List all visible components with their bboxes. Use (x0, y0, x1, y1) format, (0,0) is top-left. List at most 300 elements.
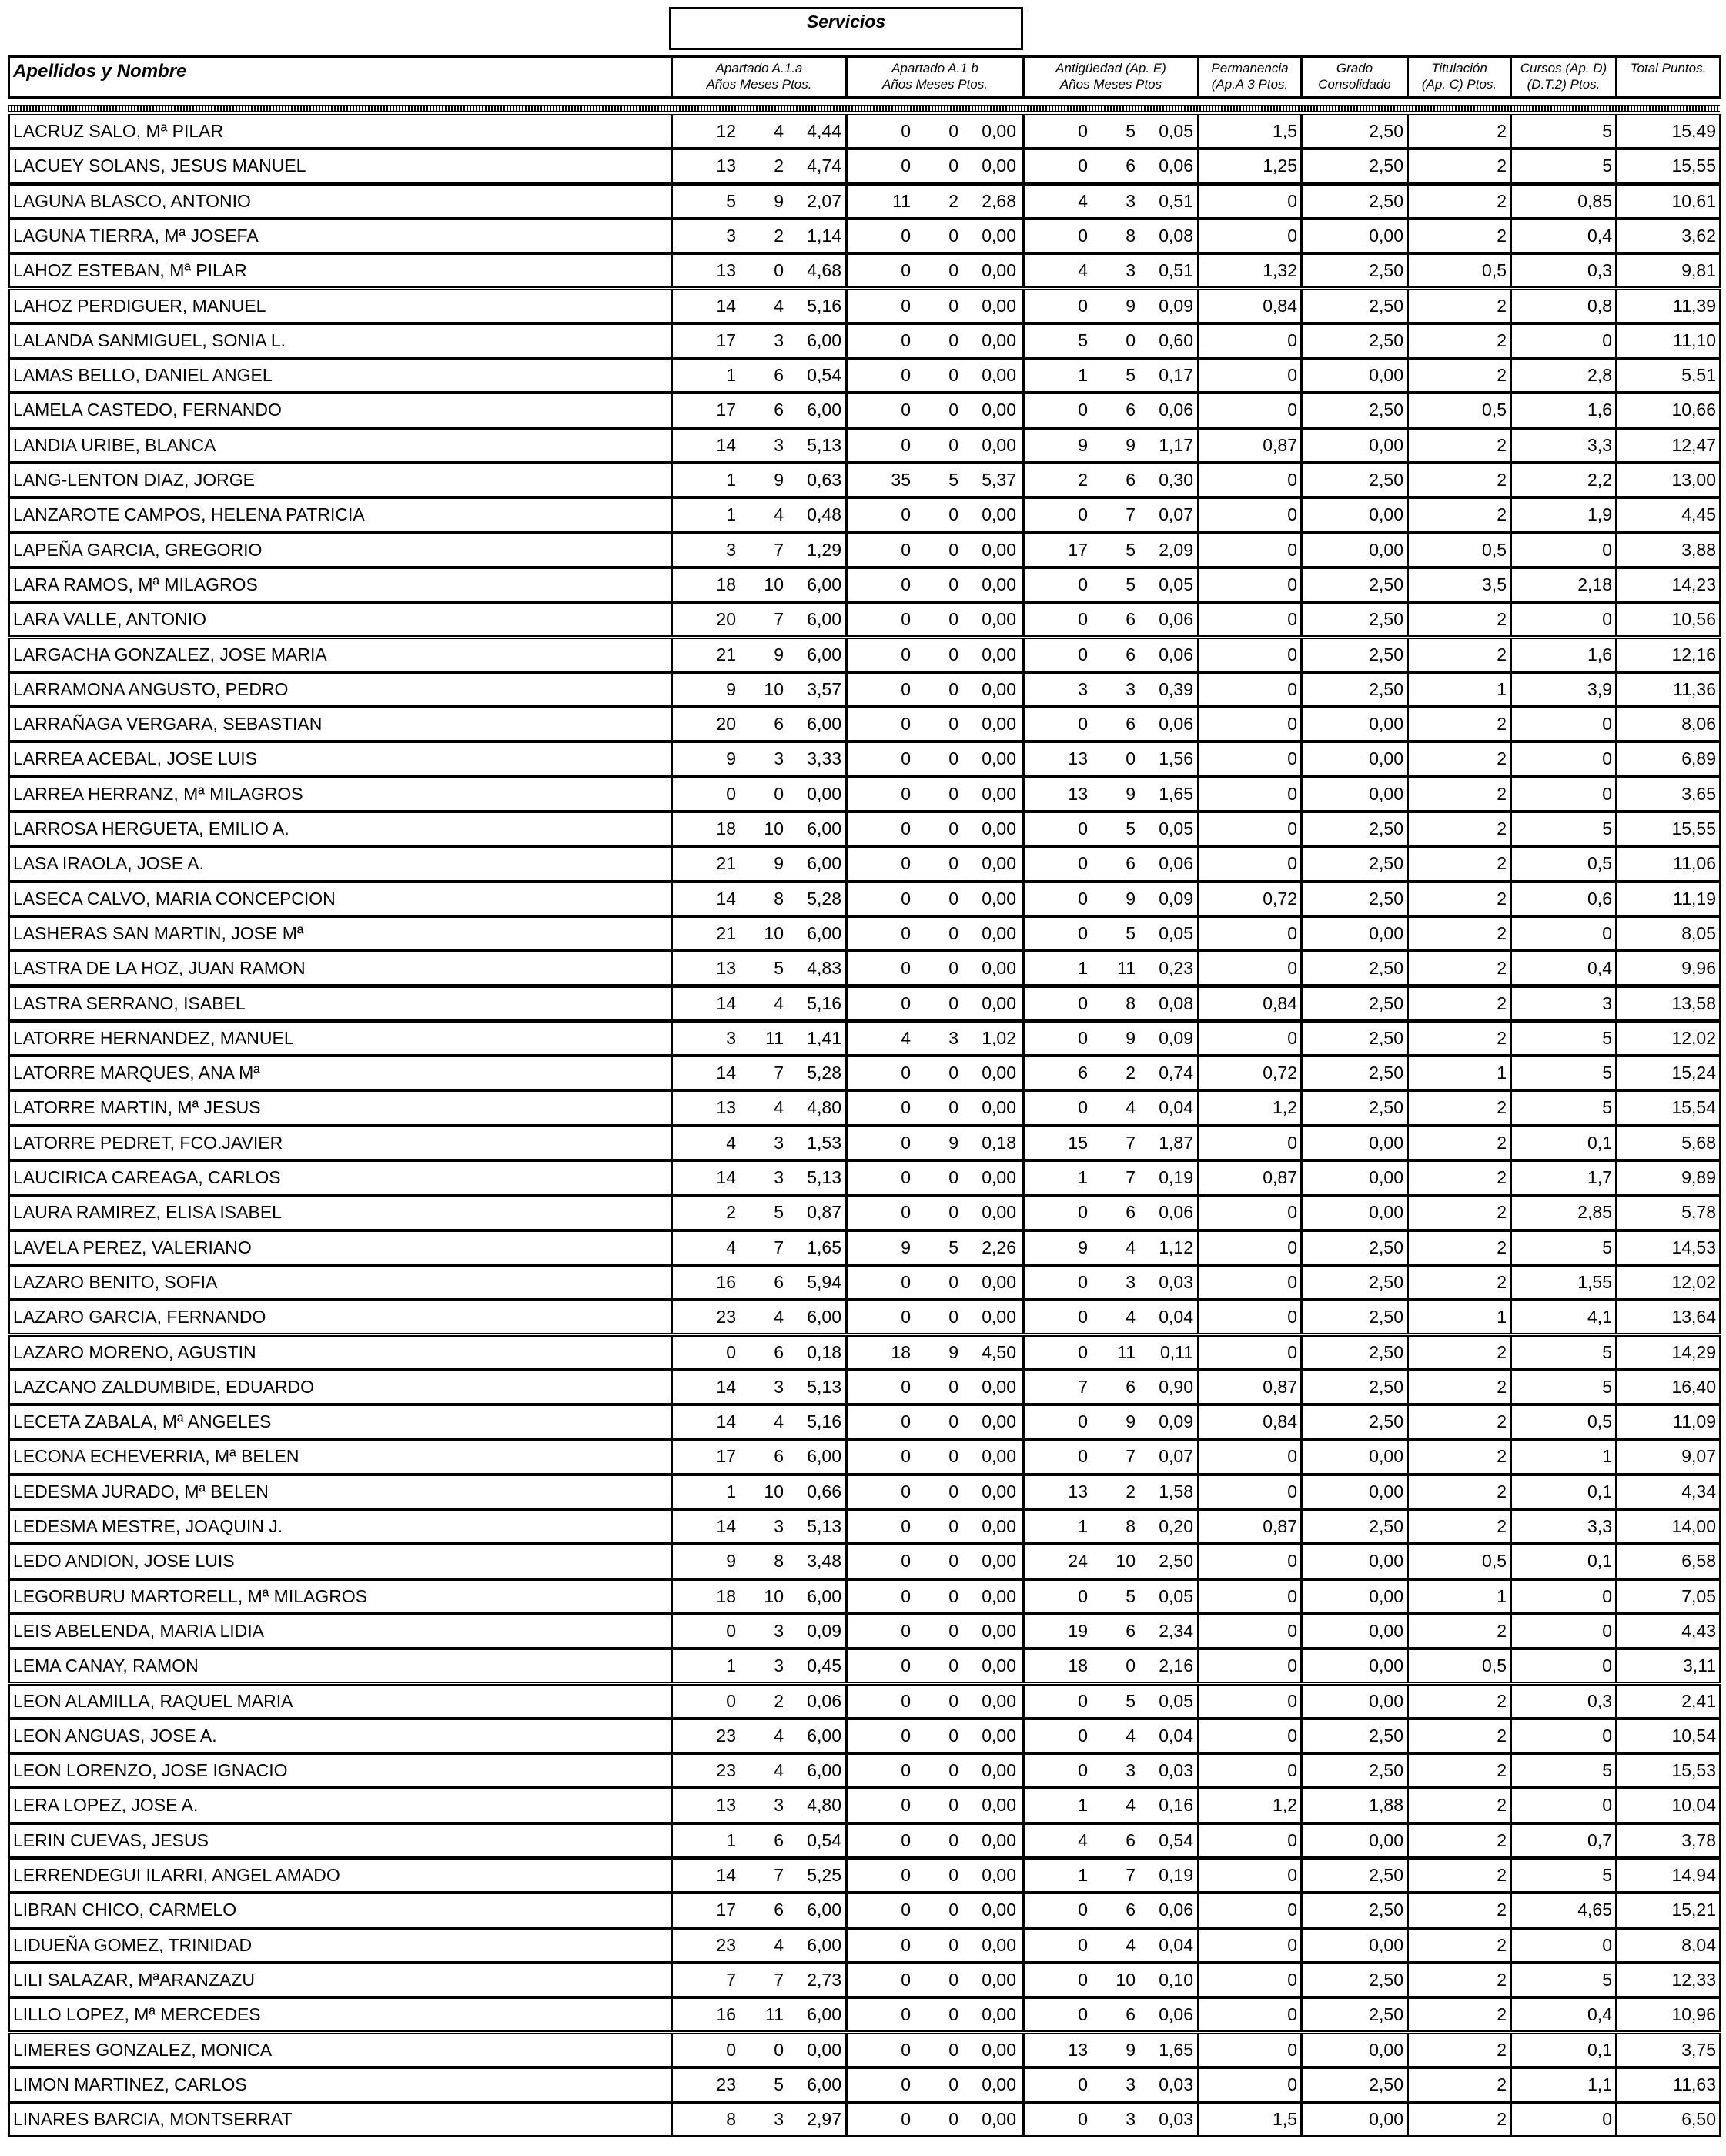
grado-cell: 2,50 (1300, 323, 1409, 358)
ant-anos: 4 (1078, 260, 1088, 281)
a1b-ptos: 0,00 (982, 922, 1016, 943)
a1a-meses: 3 (774, 748, 784, 769)
total-cell: 3,65 (1615, 777, 1721, 812)
cur-cell: 0,4 (1510, 1997, 1617, 2032)
ant-cell (1022, 638, 1199, 672)
perm-cell: 0 (1197, 1300, 1303, 1334)
ant-ptos: 0,09 (1159, 1027, 1193, 1048)
a1a-meses: 8 (774, 888, 784, 909)
grado-cell: 2,50 (1300, 1335, 1409, 1370)
header-apartado-a1a (671, 55, 848, 99)
total-cell: 10,66 (1615, 393, 1721, 427)
total-cell: 15,55 (1615, 812, 1721, 846)
a1a-ptos: 0,63 (807, 470, 841, 490)
name-cell: LARRAÑAGA VERGARA, SEBASTIAN (8, 707, 673, 742)
a1b-anos: 0 (901, 609, 911, 630)
a1b-cell (845, 1893, 1025, 1927)
tit-cell: 2 (1407, 1509, 1512, 1544)
a1b-meses: 0 (948, 748, 958, 769)
perm-cell: 0 (1197, 567, 1303, 602)
ant-meses: 6 (1126, 1900, 1136, 1920)
ant-ptos: 1,56 (1159, 748, 1193, 769)
grado-cell: 0,00 (1300, 497, 1409, 532)
table-row (0, 533, 1726, 567)
ant-anos: 5 (1078, 330, 1088, 350)
a1a-ptos: 2,07 (807, 190, 841, 211)
a1a-meses: 4 (774, 504, 784, 525)
a1a-ptos: 6,00 (807, 2004, 841, 2025)
a1b-anos: 11 (892, 190, 911, 211)
table-row (0, 882, 1726, 916)
tit-cell: 2 (1407, 846, 1512, 881)
perm-cell: 0 (1197, 1684, 1303, 1719)
a1a-anos: 1 (726, 1830, 736, 1850)
ant-ptos: 0,03 (1159, 2109, 1193, 2130)
a1b-meses: 0 (948, 365, 958, 386)
tit-cell: 2 (1407, 1858, 1512, 1893)
table-row (0, 1997, 1726, 2032)
a1a-anos: 14 (716, 295, 736, 316)
a1a-meses: 10 (764, 819, 784, 839)
a1a-anos: 16 (716, 2004, 736, 2025)
ant-anos: 4 (1078, 1830, 1088, 1850)
ant-ptos: 0,05 (1159, 574, 1193, 594)
ant-meses: 4 (1126, 1934, 1136, 1955)
ant-meses: 2 (1126, 1481, 1136, 1502)
a1b-cell (845, 1265, 1025, 1300)
ant-ptos: 0,19 (1159, 1167, 1193, 1187)
a1b-meses: 0 (948, 783, 958, 804)
perm-cell: 0 (1197, 1997, 1303, 2032)
table-row (0, 1475, 1726, 1509)
a1a-cell (671, 638, 848, 672)
a1a-anos: 0 (726, 1341, 736, 1362)
a1b-ptos: 0,00 (982, 400, 1016, 420)
a1a-cell (671, 1335, 848, 1370)
tit-cell: 2 (1407, 777, 1512, 812)
a1a-anos: 0 (726, 2039, 736, 2060)
cur-cell: 0,1 (1510, 1544, 1617, 1578)
a1b-anos: 0 (901, 574, 911, 594)
total-cell: 3,78 (1615, 1823, 1721, 1858)
a1b-ptos: 0,00 (982, 1376, 1016, 1397)
a1a-cell (671, 1788, 848, 1823)
ant-ptos: 0,09 (1159, 1411, 1193, 1432)
a1b-cell (845, 1823, 1025, 1858)
servicios-title-box (669, 7, 1023, 50)
ant-meses: 6 (1126, 609, 1136, 630)
a1b-anos: 0 (901, 783, 911, 804)
perm-cell: 1,5 (1197, 114, 1303, 149)
header-grado-line2: Consolidado (1318, 77, 1391, 92)
a1a-ptos: 0,18 (807, 1341, 841, 1362)
a1b-meses: 0 (948, 1795, 958, 1816)
cur-cell: 1,55 (1510, 1265, 1617, 1300)
total-cell: 12,02 (1615, 1265, 1721, 1300)
ant-anos: 0 (1078, 993, 1088, 1013)
table-row (0, 2033, 1726, 2067)
a1a-cell (671, 1265, 848, 1300)
total-cell: 11,10 (1615, 323, 1721, 358)
a1a-anos: 0 (726, 783, 736, 804)
a1a-meses: 11 (765, 1027, 784, 1048)
a1b-anos: 0 (901, 1167, 911, 1187)
a1b-ptos: 0,00 (982, 958, 1016, 979)
ant-meses: 5 (1126, 1585, 1136, 1606)
a1a-ptos: 6,00 (807, 1900, 841, 1920)
a1a-meses: 2 (774, 225, 784, 246)
ant-cell (1022, 2033, 1199, 2067)
a1a-ptos: 6,00 (807, 853, 841, 874)
ant-meses: 3 (1126, 2109, 1136, 2130)
a1a-anos: 2 (726, 1202, 736, 1223)
a1a-ptos: 4,80 (807, 1795, 841, 1816)
cur-cell: 5 (1510, 1335, 1617, 1370)
name-cell: LARA RAMOS, Mª MILAGROS (8, 567, 673, 602)
ant-cell (1022, 184, 1199, 219)
total-cell: 5,51 (1615, 358, 1721, 393)
ant-ptos: 0,05 (1159, 1690, 1193, 1711)
total-cell: 3,62 (1615, 219, 1721, 253)
name-cell: LARA VALLE, ANTONIO (8, 602, 673, 637)
a1b-meses: 0 (948, 958, 958, 979)
a1b-cell (845, 1997, 1025, 2032)
a1b-anos: 0 (901, 1620, 911, 1641)
a1b-meses: 0 (948, 1167, 958, 1187)
cur-cell: 0,8 (1510, 289, 1617, 323)
ant-meses: 7 (1126, 504, 1136, 525)
name-cell: LATORRE HERNANDEZ, MANUEL (8, 1021, 673, 1056)
a1a-meses: 3 (774, 1167, 784, 1187)
a1a-anos: 13 (716, 958, 736, 979)
table-row (0, 916, 1726, 951)
ant-anos: 0 (1078, 1307, 1088, 1327)
ant-meses: 9 (1126, 2039, 1136, 2060)
perm-cell: 0 (1197, 533, 1303, 567)
a1b-anos: 0 (901, 1376, 911, 1397)
name-cell: LARRAMONA ANGUSTO, PEDRO (8, 672, 673, 707)
tit-cell: 0,5 (1407, 1649, 1512, 1683)
ant-anos: 0 (1078, 714, 1088, 735)
ant-anos: 0 (1078, 504, 1088, 525)
ant-meses: 5 (1126, 365, 1136, 386)
name-cell: LAGUNA TIERRA, Mª JOSEFA (8, 219, 673, 253)
name-cell: LIBRAN CHICO, CARMELO (8, 1893, 673, 1927)
ant-anos: 15 (1068, 1132, 1088, 1153)
perm-cell: 0,87 (1197, 1509, 1303, 1544)
ant-anos: 0 (1078, 295, 1088, 316)
a1b-anos: 0 (901, 2109, 911, 2130)
grado-cell: 2,50 (1300, 393, 1409, 427)
cur-cell: 0,1 (1510, 1475, 1617, 1509)
tit-cell: 2 (1407, 1404, 1512, 1439)
ant-ptos: 0,51 (1159, 190, 1193, 211)
a1a-cell (671, 1579, 848, 1614)
tit-cell: 2 (1407, 916, 1512, 951)
ant-ptos: 0,06 (1159, 853, 1193, 874)
a1b-meses: 0 (948, 1063, 958, 1083)
grado-cell: 2,50 (1300, 253, 1409, 288)
a1a-anos: 21 (716, 853, 736, 874)
a1b-meses: 0 (948, 1620, 958, 1641)
a1b-cell (845, 393, 1025, 427)
total-cell: 13,64 (1615, 1300, 1721, 1334)
grado-cell: 2,50 (1300, 184, 1409, 219)
tit-cell: 2 (1407, 1370, 1512, 1404)
perm-cell: 0 (1197, 1126, 1303, 1160)
table-row (0, 2067, 1726, 2102)
ant-meses: 5 (1126, 922, 1136, 943)
tit-cell: 2 (1407, 1684, 1512, 1719)
grado-cell: 2,50 (1300, 846, 1409, 881)
ant-ptos: 0,04 (1159, 1934, 1193, 1955)
a1a-anos: 12 (716, 121, 736, 141)
a1a-cell (671, 184, 848, 219)
ant-anos: 13 (1068, 748, 1088, 769)
grado-cell: 2,50 (1300, 1300, 1409, 1334)
tit-cell: 3,5 (1407, 567, 1512, 602)
a1b-cell (845, 253, 1025, 288)
a1a-anos: 5 (726, 190, 736, 211)
a1a-cell (671, 253, 848, 288)
cur-cell: 2,8 (1510, 358, 1617, 393)
a1a-cell (671, 1195, 848, 1230)
grado-cell: 2,50 (1300, 114, 1409, 149)
a1b-ptos: 0,00 (982, 609, 1016, 630)
ant-cell (1022, 567, 1199, 602)
header-cursos (1510, 55, 1617, 99)
a1b-ptos: 0,00 (982, 819, 1016, 839)
grado-cell: 2,50 (1300, 812, 1409, 846)
a1a-cell (671, 602, 848, 637)
name-cell: LALANDA SANMIGUEL, SONIA L. (8, 323, 673, 358)
ant-ptos: 0,07 (1159, 504, 1193, 525)
a1b-cell (845, 1404, 1025, 1439)
total-cell: 14,29 (1615, 1335, 1721, 1370)
grado-cell: 2,50 (1300, 1997, 1409, 2032)
perm-cell: 0 (1197, 1195, 1303, 1230)
a1b-cell (845, 1335, 1025, 1370)
perm-cell: 0 (1197, 777, 1303, 812)
perm-cell: 0 (1197, 1858, 1303, 1893)
a1a-meses: 0 (774, 783, 784, 804)
a1b-anos: 4 (901, 1027, 911, 1048)
a1b-cell (845, 1475, 1025, 1509)
ant-ptos: 2,16 (1159, 1656, 1193, 1676)
table-row (0, 1230, 1726, 1265)
a1a-cell (671, 812, 848, 846)
a1a-anos: 21 (716, 644, 736, 665)
a1a-anos: 23 (716, 1307, 736, 1327)
total-cell: 10,96 (1615, 1997, 1721, 2032)
ant-cell (1022, 986, 1199, 1021)
a1b-cell (845, 2033, 1025, 2067)
a1a-meses: 11 (765, 2004, 784, 2025)
table-row (0, 1265, 1726, 1300)
a1a-meses: 3 (774, 1795, 784, 1816)
a1a-ptos: 0,06 (807, 1690, 841, 1711)
total-cell: 8,06 (1615, 707, 1721, 742)
a1b-anos: 0 (901, 922, 911, 943)
table-row (0, 1195, 1726, 1230)
a1a-anos: 14 (716, 993, 736, 1013)
ant-cell (1022, 253, 1199, 288)
ant-meses: 6 (1126, 714, 1136, 735)
ant-ptos: 0,05 (1159, 121, 1193, 141)
a1a-meses: 4 (774, 1411, 784, 1432)
ant-cell (1022, 1719, 1199, 1753)
a1b-meses: 5 (948, 470, 958, 490)
a1b-meses: 0 (948, 678, 958, 699)
table-row (0, 219, 1726, 253)
table-row (0, 567, 1726, 602)
ant-anos: 19 (1068, 1620, 1088, 1641)
a1b-meses: 0 (948, 295, 958, 316)
a1b-cell (845, 846, 1025, 881)
ant-cell (1022, 1544, 1199, 1578)
a1a-anos: 18 (716, 1585, 736, 1606)
ant-cell (1022, 497, 1199, 532)
a1a-anos: 21 (716, 922, 736, 943)
grado-cell: 2,50 (1300, 1265, 1409, 1300)
total-cell: 9,96 (1615, 951, 1721, 986)
ant-cell (1022, 1963, 1199, 1997)
tit-cell: 2 (1407, 358, 1512, 393)
a1a-ptos: 1,65 (807, 1237, 841, 1257)
a1b-cell (845, 1649, 1025, 1683)
table-row (0, 1893, 1726, 1927)
perm-cell: 0 (1197, 1335, 1303, 1370)
ant-cell (1022, 882, 1199, 916)
a1a-cell (671, 567, 848, 602)
ant-ptos: 0,04 (1159, 1307, 1193, 1327)
tit-cell: 2 (1407, 428, 1512, 463)
a1a-ptos: 5,25 (807, 1865, 841, 1885)
ant-meses: 3 (1126, 190, 1136, 211)
a1a-cell (671, 1614, 848, 1649)
cur-cell: 0,85 (1510, 184, 1617, 219)
a1a-meses: 4 (774, 993, 784, 1013)
a1b-meses: 0 (948, 434, 958, 455)
ant-anos: 7 (1078, 1376, 1088, 1397)
a1b-anos: 0 (901, 1900, 911, 1920)
a1a-meses: 3 (774, 1656, 784, 1676)
a1b-ptos: 0,00 (982, 678, 1016, 699)
tit-cell: 2 (1407, 497, 1512, 532)
a1b-ptos: 0,00 (982, 2004, 1016, 2025)
name-cell: LEDO ANDION, JOSE LUIS (8, 1544, 673, 1578)
a1a-cell (671, 2067, 848, 2102)
a1b-ptos: 0,00 (982, 434, 1016, 455)
ant-anos: 0 (1078, 2074, 1088, 2094)
a1b-cell (845, 1056, 1025, 1090)
a1a-meses: 6 (774, 1830, 784, 1850)
ant-ptos: 0,06 (1159, 714, 1193, 735)
a1b-ptos: 0,00 (982, 1481, 1016, 1502)
perm-cell: 0 (1197, 1649, 1303, 1683)
cur-cell: 5 (1510, 1090, 1617, 1125)
total-cell: 8,04 (1615, 1928, 1721, 1963)
total-cell: 6,58 (1615, 1544, 1721, 1578)
a1a-ptos: 0,00 (807, 783, 841, 804)
a1a-cell (671, 1404, 848, 1439)
ant-meses: 5 (1126, 574, 1136, 594)
ant-meses: 7 (1126, 1132, 1136, 1153)
ant-meses: 9 (1126, 295, 1136, 316)
ant-meses: 6 (1126, 853, 1136, 874)
a1b-meses: 2 (948, 190, 958, 211)
a1b-anos: 0 (901, 434, 911, 455)
a1b-ptos: 0,00 (982, 156, 1016, 176)
a1a-meses: 2 (774, 1690, 784, 1711)
perm-cell: 0 (1197, 2067, 1303, 2102)
total-cell: 9,07 (1615, 1439, 1721, 1474)
a1a-ptos: 5,94 (807, 1271, 841, 1292)
a1b-cell (845, 1614, 1025, 1649)
perm-cell: 0 (1197, 219, 1303, 253)
ant-meses: 4 (1126, 1795, 1136, 1816)
a1a-ptos: 1,41 (807, 1027, 841, 1048)
ant-anos: 0 (1078, 819, 1088, 839)
ant-ptos: 0,17 (1159, 365, 1193, 386)
a1a-meses: 3 (774, 434, 784, 455)
tit-cell: 2 (1407, 1230, 1512, 1265)
table-row (0, 1404, 1726, 1439)
name-cell: LIDUEÑA GOMEZ, TRINIDAD (8, 1928, 673, 1963)
tit-cell: 2 (1407, 1788, 1512, 1823)
cur-cell: 3,3 (1510, 1509, 1617, 1544)
grado-cell: 2,50 (1300, 1230, 1409, 1265)
ant-ptos: 2,50 (1159, 1551, 1193, 1572)
a1b-ptos: 0,00 (982, 1063, 1016, 1083)
a1a-meses: 4 (774, 1307, 784, 1327)
grado-cell: 0,00 (1300, 358, 1409, 393)
total-cell: 9,81 (1615, 253, 1721, 288)
cur-cell: 5 (1510, 1230, 1617, 1265)
tit-cell: 0,5 (1407, 533, 1512, 567)
ant-anos: 0 (1078, 1411, 1088, 1432)
perm-cell: 0,72 (1197, 882, 1303, 916)
ant-meses: 9 (1126, 1411, 1136, 1432)
ant-anos: 13 (1068, 2039, 1088, 2060)
a1b-ptos: 0,00 (982, 993, 1016, 1013)
a1a-cell (671, 1160, 848, 1195)
a1b-ptos: 4,50 (982, 1341, 1016, 1362)
a1b-meses: 0 (948, 1446, 958, 1467)
perm-cell: 0 (1197, 1928, 1303, 1963)
name-cell: LILI SALAZAR, MªARANZAZU (8, 1963, 673, 1997)
ant-anos: 18 (1068, 1656, 1088, 1676)
ant-anos: 17 (1068, 539, 1088, 560)
tit-cell: 1 (1407, 1579, 1512, 1614)
name-cell: LECONA ECHEVERRIA, Mª BELEN (8, 1439, 673, 1474)
cur-cell: 0 (1510, 1579, 1617, 1614)
a1a-ptos: 0,66 (807, 1481, 841, 1502)
a1a-anos: 9 (726, 748, 736, 769)
cur-cell: 0 (1510, 1649, 1617, 1683)
a1a-ptos: 6,00 (807, 330, 841, 350)
cur-cell: 2,2 (1510, 463, 1617, 497)
cur-cell: 5 (1510, 114, 1617, 149)
table-row (0, 1160, 1726, 1195)
ant-anos: 9 (1078, 1237, 1088, 1257)
total-cell: 9,89 (1615, 1160, 1721, 1195)
name-cell: LEON ANGUAS, JOSE A. (8, 1719, 673, 1753)
a1b-cell (845, 1544, 1025, 1578)
perm-cell: 0 (1197, 1475, 1303, 1509)
ant-anos: 0 (1078, 1341, 1088, 1362)
a1a-anos: 4 (726, 1132, 736, 1153)
